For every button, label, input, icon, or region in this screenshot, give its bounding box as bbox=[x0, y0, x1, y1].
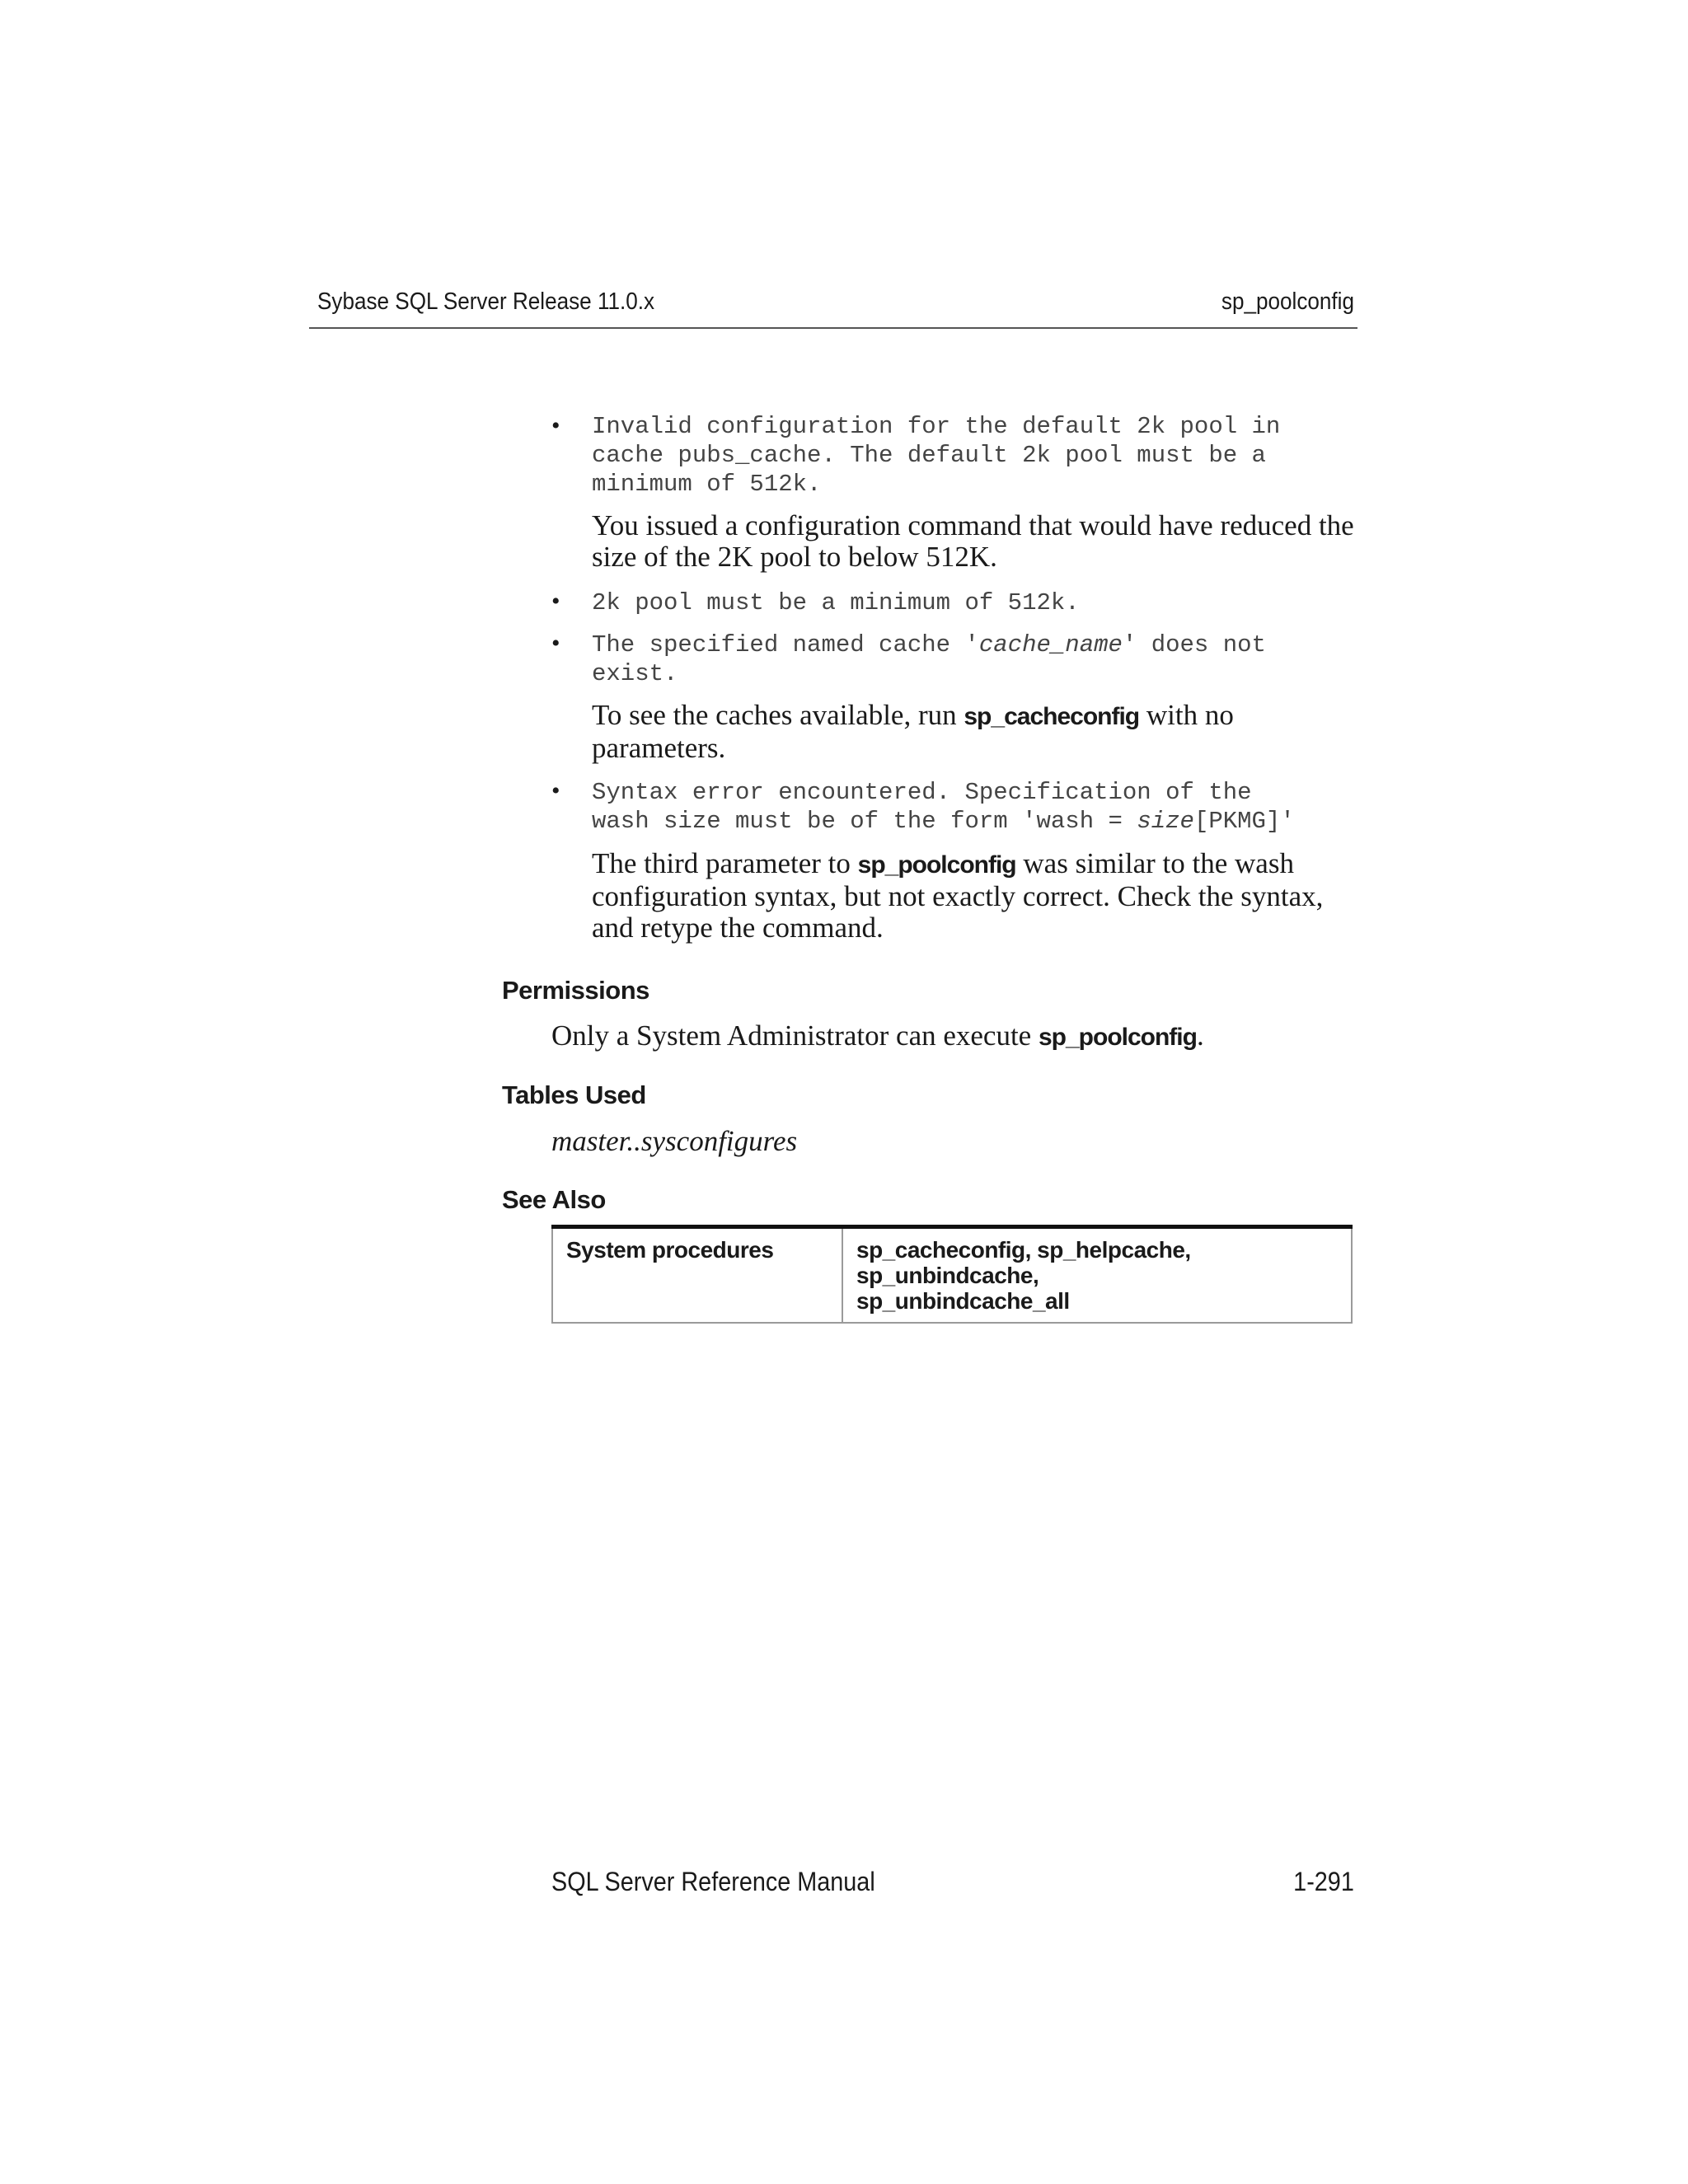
code-text: The specified named cache ' bbox=[592, 631, 979, 658]
error-message-3 bbox=[592, 630, 1367, 688]
code-variable: cache_name bbox=[978, 631, 1123, 658]
desc-text: was similar to the wash configuration syntax, but not exactly correct. Check the syntax, and retype the command. bbox=[592, 847, 1324, 944]
code-text: [PKMG]' bbox=[1193, 808, 1295, 835]
section-heading-tables-used: Tables Used bbox=[502, 1080, 646, 1109]
table-name: master..sysconfigures bbox=[551, 1125, 798, 1157]
error-explanation-1: You issued a configuration command that would have reduced the size of the 2K pool to below 512K. bbox=[592, 509, 1354, 573]
error-explanation-3 bbox=[592, 700, 1358, 764]
section-heading-see-also: See Also bbox=[502, 1185, 606, 1214]
bullet-icon: • bbox=[551, 630, 560, 657]
procedure-name: sp_poolconfig bbox=[1038, 1024, 1197, 1051]
code-text: wash size must be of the form 'wash = bbox=[592, 808, 1137, 835]
code-line: cache pubs_cache. The default 2k pool must be a bbox=[592, 442, 1266, 469]
error-message-2: 2k pool must be a minimum of 512k. bbox=[592, 589, 1080, 616]
permissions-text bbox=[551, 1020, 1359, 1053]
footer-manual-title: SQL Server Reference Manual bbox=[551, 1867, 875, 1896]
procedure-name: sp_cacheconfig bbox=[964, 703, 1140, 730]
procedure-list: sp_cacheconfig, sp_helpcache, sp_unbindcache, bbox=[856, 1237, 1191, 1288]
code-line: Invalid configuration for the default 2k pool in bbox=[592, 413, 1281, 440]
see-also-category: System procedures bbox=[552, 1227, 842, 1324]
bullet-icon: • bbox=[551, 777, 560, 804]
code-variable: size bbox=[1137, 808, 1194, 835]
error-message-1 bbox=[592, 412, 1367, 499]
body-text: . bbox=[1196, 1019, 1204, 1052]
code-text: ' does not bbox=[1122, 631, 1266, 658]
code-line: minimum of 512k. bbox=[592, 471, 822, 498]
procedure-name: sp_poolconfig bbox=[857, 851, 1016, 879]
see-also-procedures bbox=[842, 1227, 1352, 1324]
bullet-icon: • bbox=[551, 412, 560, 439]
desc-text: The third parameter to bbox=[592, 847, 858, 879]
desc-text: To see the caches available, run bbox=[592, 699, 964, 731]
error-explanation-4 bbox=[592, 848, 1358, 944]
header-rule bbox=[309, 327, 1357, 329]
running-header-title: Sybase SQL Server Release 11.0.x bbox=[317, 288, 655, 315]
page-number: 1-291 bbox=[1293, 1867, 1354, 1896]
desc-text: with no parameters. bbox=[592, 699, 1234, 764]
section-heading-permissions: Permissions bbox=[502, 976, 649, 1005]
code-line: exist. bbox=[592, 660, 678, 687]
bullet-icon: • bbox=[551, 588, 560, 615]
code-line: Syntax error encountered. Specification of the bbox=[592, 779, 1252, 806]
body-text: Only a System Administrator can execute bbox=[551, 1019, 1039, 1052]
error-message-4 bbox=[592, 778, 1367, 836]
see-also-table bbox=[551, 1225, 1353, 1324]
table-row bbox=[552, 1227, 1352, 1324]
running-header-section: sp_poolconfig bbox=[1221, 288, 1354, 315]
procedure-list: sp_unbindcache_all bbox=[856, 1288, 1070, 1314]
